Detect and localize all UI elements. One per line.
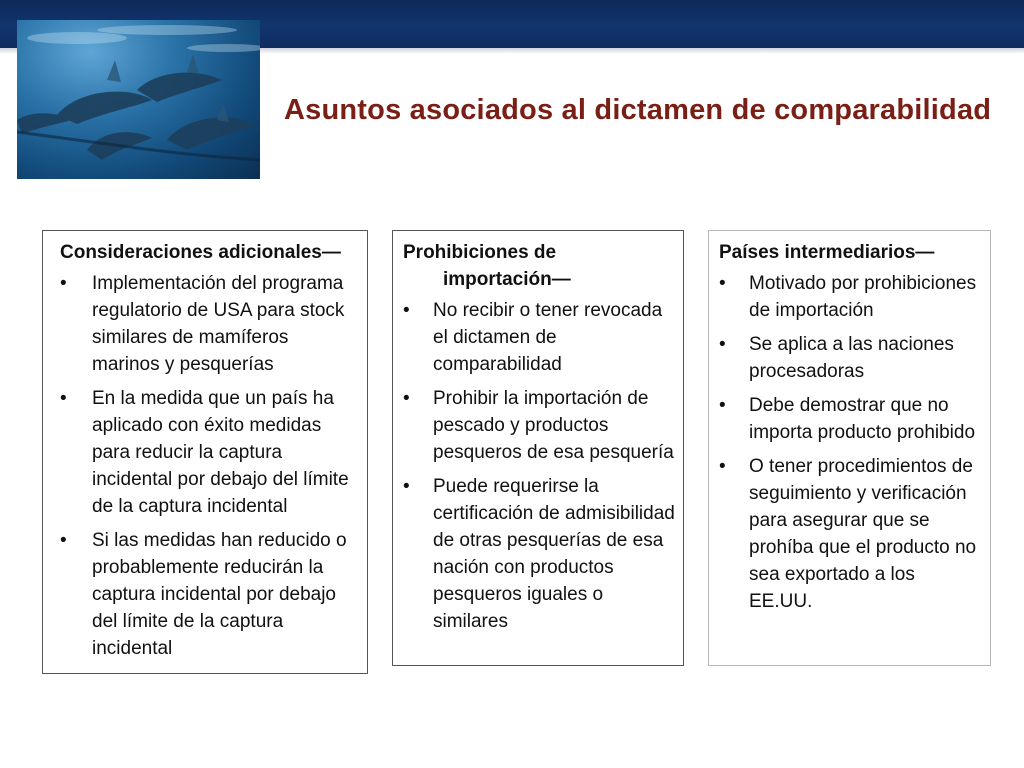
- list-item: • Debe demostrar que no importa producto prohibido: [719, 392, 982, 446]
- slide-title: Asuntos asociados al dictamen de comparabilidad: [284, 94, 992, 126]
- box-heading: Países intermediarios—: [719, 242, 935, 263]
- box-heading-line2: importación—: [443, 269, 571, 290]
- list-item: • Implementación del programa regulatorio de USA para stock similares de mamíferos marinos y pesquerías: [60, 270, 359, 378]
- box-heading: Consideraciones adicionales—: [60, 242, 341, 263]
- list-item: • No recibir o tener revocada el dictamen de comparabilidad: [403, 297, 675, 378]
- box-prohibiciones: [392, 230, 684, 666]
- box-paises-intermediarios: [708, 230, 991, 666]
- list-item: • Se aplica a las naciones procesadoras: [719, 331, 982, 385]
- bullet-list: [60, 270, 359, 662]
- list-item: • Puede requerirse la certificación de admisibilidad de otras pesquerías de esa nación con productos pesqueros iguales o similares: [403, 473, 675, 635]
- list-item: • Prohibir la importación de pescado y productos pesqueros de esa pesquería: [403, 385, 675, 466]
- box-consideraciones: [42, 230, 368, 674]
- box-heading-line1: Prohibiciones de: [403, 242, 557, 263]
- bullet-list: [403, 297, 675, 635]
- list-item: • En la medida que un país ha aplicado con éxito medidas para reducir la captura incidental por debajo del límite de la captura incidental: [60, 385, 359, 520]
- list-item: • O tener procedimientos de seguimiento y verificación para asegurar que se prohíba que el producto no sea exportado a los EE.UU.: [719, 453, 982, 615]
- list-item: • Motivado por prohibiciones de importación: [719, 270, 982, 324]
- bullet-list: [719, 270, 982, 615]
- list-item: • Si las medidas han reducido o probablemente reducirán la captura incidental por debajo del límite de la captura incidental: [60, 527, 359, 662]
- dolphins-photo: [17, 20, 260, 179]
- box-heading: [403, 239, 675, 293]
